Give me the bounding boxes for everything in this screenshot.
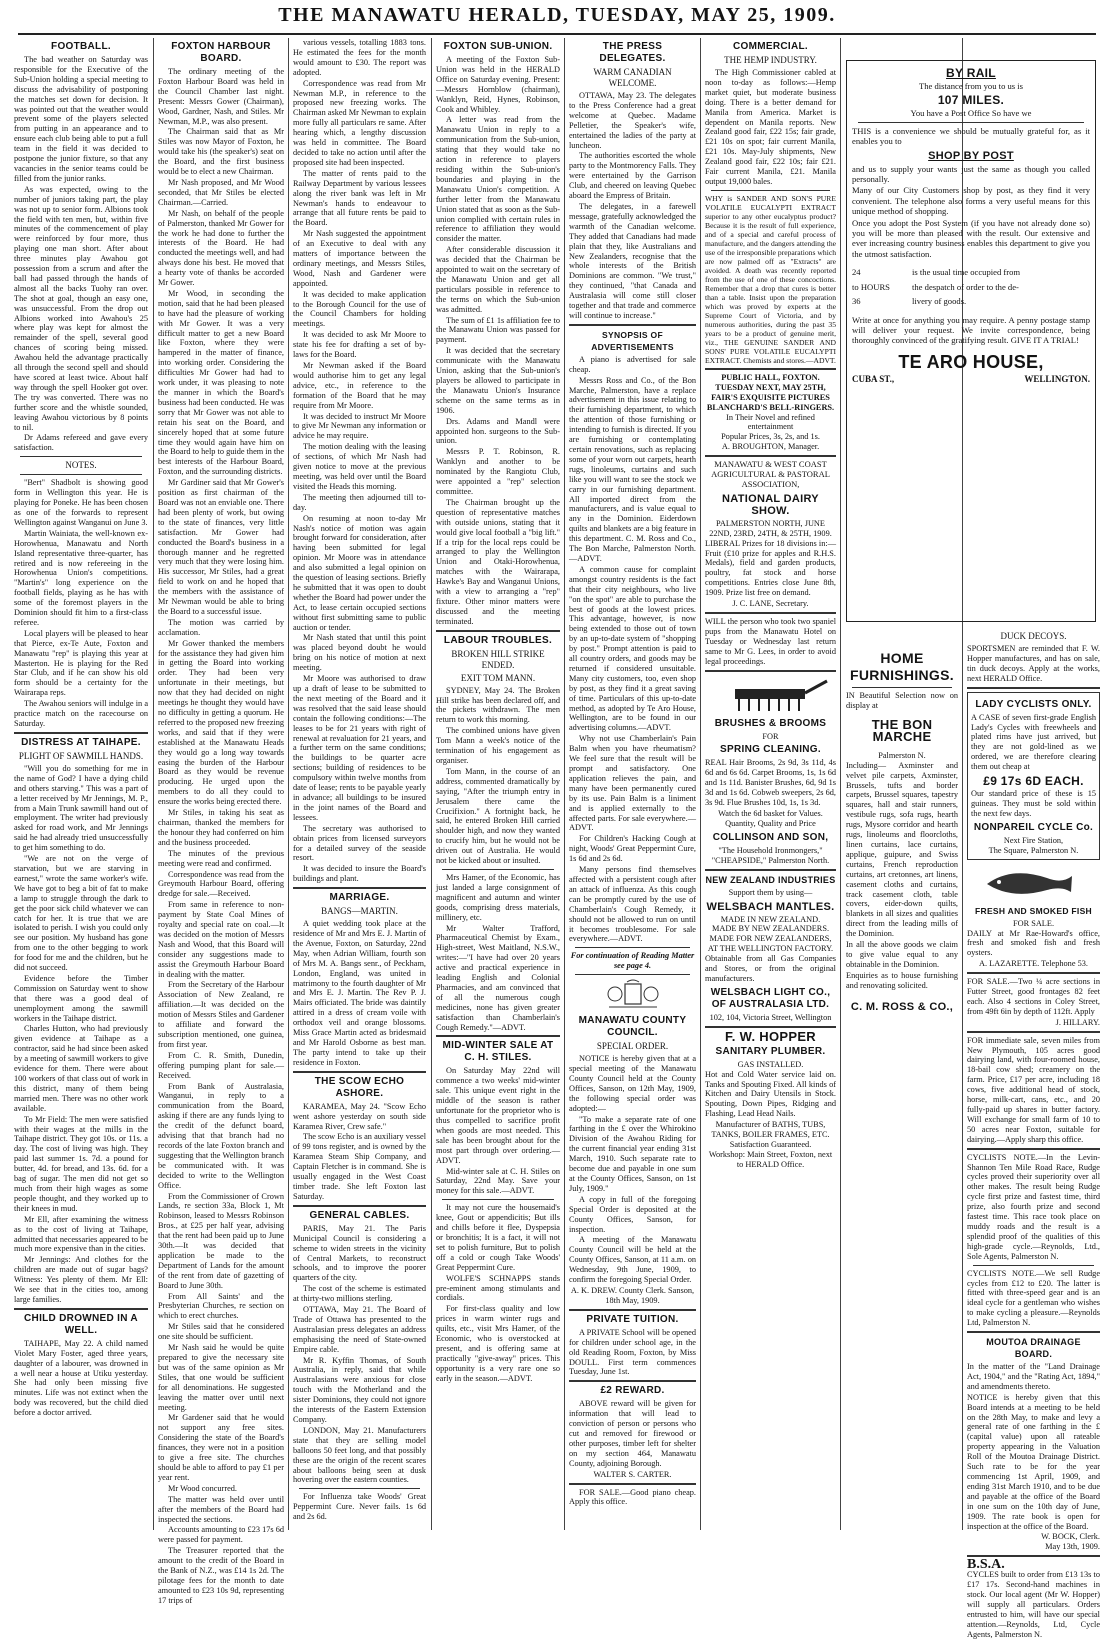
advert-text: REAL Hair Brooms, 2s 9d, 3s 11d, 4s 6d and 6s 6d. Carpet Brooms, 1s, 1s 6d and 1s 11d. Banister Brushes, 6d, 9d 1s 3d and 1s 6d. Cobweb sweepers, 2s 6d, 3s 9d. Flue Brushes 10d, 1s, 1s 3d. (705, 758, 836, 808)
article-paragraph: Mr Stiles, in taking his seat as chairman, thanked the members for the honour they had conferred on him and the business proceeded. (158, 808, 284, 847)
advert-text: "The Household Ironmongers," "CHEAPSIDE," Palmerston North. (711, 845, 830, 865)
advert-text: Watch the 6d basket for Values. (718, 808, 823, 818)
column-8 (967, 630, 1100, 1639)
article-paragraph: The minutes of the previous meeting were read and confirmed. (158, 848, 284, 868)
section-rule (711, 190, 830, 191)
section-rule (575, 947, 690, 948)
section-rule (14, 1308, 148, 1310)
advert-text: Obtainable from all Gas Companies and Stores, or from the original manufacturers. (705, 954, 836, 983)
address-city: WELLINGTON. (1024, 373, 1090, 384)
article-paragraph: A quiet wedding took place at the residence of Mr and Mrs E. J. Martin of the Avenue, Foxton, on Saturday, 22nd May, when Adrian William, fourth son of Mrs M. A. Bangs senr., of Peckham, London, England, was united in matrimony to the fourth daughter of Mr and Mrs E. J. Martin. The Rev P. J. Mairs officiated. The bride was daintily attired in a dress of cream voile with orthodox veil and orange blossoms. Miss Grace Martin acted as bridesmaid and Mr Harold Osborne as best man. The party intend to take up their residence in Foxton. (293, 919, 426, 1067)
article-paragraph: A meeting of the Foxton Sub-Union was held in the HERALD Office on Saturday evening. Present:—Messrs Hornblow (chairman), Wanklyn, Reid, Hynes, Robinson, Cook and Whibley. (436, 55, 560, 114)
article-paragraph: To Mr Field: The men were satisfied with their wages at the mills in the Taihape district. They got 10s. or 11s. a day. The cost of living was high. They paid last summer 1s. 7d. a pound for butter, 4d. for bread, and 13s. 6d. for a bag of sugar. The men did not get so much from their high wages as some people thought, and they worked up to their knees in mud. (14, 1114, 148, 1213)
column-rule (288, 38, 289, 1530)
article-paragraph: Mr Ell, after examining the witness as to the cost of living at Taihape, admitted that necessaries appeared to be much more expensive than in the cities. (14, 1214, 148, 1254)
headline-harbour-board: FOXTON HARBOUR BOARD. (171, 41, 271, 64)
advert-text: Palmerston N. (878, 750, 926, 760)
headline-nonpareil: NONPAREIL CYCLE Co. (973, 821, 1094, 833)
subheading-broken-hill: BROKEN HILL STRIKE ENDED. (451, 648, 545, 670)
advert-text: FOR SALE. (1012, 918, 1055, 928)
section-rule (705, 368, 836, 370)
advert-text: For Children's Hacking Cough at night, Woods' Great Peppermint Cure, 1s 6d and 2s 6d. (569, 834, 696, 864)
section-rule (575, 974, 690, 975)
section-rule (442, 869, 554, 870)
section-rule (293, 887, 426, 889)
article-paragraph: The ordinary meeting of the Foxton Harbour Board was held in the Council Chamber last night. Present: Messrs Gower (Chairman), Wood, Gardner, Nash, and Stiles. Mr Newman, M.P., was also present. (158, 67, 284, 126)
section-rule (967, 972, 1100, 974)
headline-stiles-sale: MID-WINTER SALE AT C. H. STILES. (442, 1040, 554, 1064)
article-paragraph: From the Commissioner of Crown Lands, re section 33a, Block 1, Mt Robinson, leased to Messrs Robinson Bros., at £25 per half year, advising that the rent had been paid up to June 30th.—It was decided that application be made to the Department of Lands for the amount of the rent from date of gazetting of Board to June 30th. (158, 1191, 284, 1290)
section-rule (20, 456, 142, 457)
article-paragraph: Mr Jennings: And clothes for the children are made out of sugar bags? Witness: Yes plenty of them. Mr Ell: We see that in the cities too, among large families. (14, 1255, 148, 1304)
advert-text: WILL the person who took two spaniel pups from the Manawatu Hotel on Tuesday or Wednesday last return same to Mr G. Lees, in order to avoid legal proceedings. (705, 617, 836, 666)
article-paragraph: The sum of £1 1s affiliation fee to the Manawatu Union was passed for payment. (436, 315, 560, 345)
advert-text: Workshop: Main Street, Foxton, next to HERALD Office. (708, 1149, 833, 1169)
column-rule (700, 38, 701, 1530)
advert-text: Including— Axminster and velvet pile carpets, Axminster, Brussels, tufts and border carpets, Brussel squares, tapestry squares, hall and stair runners, vestibule rugs, sofa rugs, hearth rugs, Mysore corridor and hearth rugs, linoleums and floorcloths, linen curtains, lace curtains, applique, guipure, and Swiss curtains, French reproduction curtains, art cretonnes, art linens, casement cloths and curtains, track casement cloth, table covers, eider-down quilts, blankets in all sizes and qualities direct from the leading mills of the Dominion. (846, 760, 958, 939)
headline-labour-troubles: LABOUR TROUBLES. (443, 634, 553, 646)
delivery-cell: is the usual time occupied from (912, 267, 1021, 278)
advert-text: IN Beautiful Selection now on display at (846, 691, 958, 710)
section-rule (569, 1380, 696, 1382)
headline-lady-cyclists: LADY CYCLISTS ONLY. (975, 698, 1092, 710)
article-paragraph: Mr R. Kyffin Thomas, of South Australia, in reply, said that while Australasians were anxious for close touch with the Motherland and the sister Dominions, they could not ignore the interests of the Eastern Extension Company. (293, 1355, 426, 1424)
article-paragraph: The bad weather on Saturday was responsible for the Executive of the Sub-Union holding a special meeting to discuss the advisability of postponing the matches set down for decision. It was pointed out that the weather would prevent some of the players selected from putting in an appearance and to ensure each club being able to put a full team in the field it was decided to postpone the junior fixture, so that any vacancies in the senior teams could be filled from the junior ranks. (14, 55, 148, 183)
advert-text: CYCLES built to order from £13 13s to £17 17s. Second-hand machines in stock. Our local agent (Mr W. Hopper) will supply all particulars. Orders entrusted to him, will have our special attention.—Reynolds, Ltd, Cycle Agents, Palmerston N. (967, 1570, 1100, 1639)
subheading-hemp: THE HEMP INDUSTRY. (724, 55, 817, 65)
column-1 (14, 38, 148, 1528)
article-paragraph: A letter was read from the Manawatu Union in reply to a communication from the Sub-union, stating that they would take no action in reference to players residing within the Sub-union's boundaries and playing in the Manawatu Union's competition. A further letter from the Manawatu Union stated that as soon as the Sub-union complied with certain rules in reference to affiliation they would consider the matter. (436, 115, 560, 244)
article-paragraph: Mr Newman asked if the Board would authorise him to get any legal advice, etc., in reference to the formation of the Board that he may require from Mr Moore. (293, 361, 426, 410)
article-paragraph: It was decided to ask Mr Moore to state his fee for drafting a set of by-laws for the Board. (293, 330, 426, 360)
article-paragraph: It was decided to insure the Board's buildings and plant. (293, 864, 426, 884)
subheading-bangs-martin: BANGS—MARTIN. (321, 906, 398, 917)
advert-text: The distance from you to us is (918, 81, 1024, 91)
newspaper-title: THE MANAWATU HERALD, TUESDAY, MAY 25, 1909. (278, 4, 836, 26)
article-paragraph: Charles Hutton, who had previously given evidence at Taihape as a contractor, said he had since been asked by a meeting of sawmill workers to give evidence for them. There were about 100 workers of that class out of work in this district, many of them being married men. There was no other work available. (14, 1024, 148, 1113)
delivery-cell: 36 (852, 296, 861, 307)
advert-signature: J. HILLARY. (1055, 1017, 1100, 1027)
advert-text: Messrs Ross and Co., of the Bon Marche, Palmerston, have a replace advertisement in this issue relating to their furnishing department, to which the attention of those furnishing or intending to furnish is directed. If you are furnishing or contemplating certain renovations, such as replacing some of your worn out carpets, hearth rugs, linoleums, curtains and such like you will want to see the stock we carry in our furnishing department. All imported direct from the manufacturers, and is value equal to any in the Dominion. Eiderdown quilts and blankets are a big feature in this department. C. M. Ross and Co., The Bon Marche, Palmerston North.—ADVT. (569, 375, 696, 563)
section-rule (858, 122, 1084, 123)
advert-signature: A. LAZARETTE. Telephone 53. (979, 959, 1088, 969)
article-paragraph: On resuming at noon to-day Mr Nash's notice of motion was again brought forward for consideration, after having been submitted for legal opinion. Mr Moore was in attendance and also submitted a legal opinion on the question of leasing sections. Briefly he submitted that it was open to doubt whether the Board had power under the Act, to lease certain occupied sections without first submitting same to public auction or tender. (293, 513, 426, 632)
delivery-cell: to HOURS (852, 281, 890, 292)
article-paragraph: The meeting then adjourned till to-day. (293, 492, 426, 512)
article-paragraph: "We are not on the verge of starvation, but we are starving in earnest," wrote the same worker's wife. We have got to beg a bit of fat to make a lamp to struggle through the dark to get the poor sick child whatever we can catch for her. It is true that we are isolated to perish. I wish you could only see our position. My husband has gone from one to the other begging to work for food for me and the children, but he did not succeed. (14, 854, 148, 973)
masthead-rule (18, 33, 1096, 35)
article-paragraph: Mr Nash proposed, and Mr Wood seconded, that Mr Stiles be elected Chairman.—Carried. (158, 177, 284, 207)
subheading-tom-mann: EXIT TOM MANN. (460, 672, 536, 683)
advert-text: A PRIVATE School will be opened for children under school age, in the old Reading Room, Foxton, by Miss DOULL. First term commences Tuesday, June 1st. (569, 1327, 696, 1377)
advert-signature: A. BROUGHTON, Manager. (721, 442, 820, 452)
article-paragraph: various vessels, totalling 1883 tons. He estimated the fees for the month would amount to £30. The report was adopted. (293, 38, 426, 77)
article-paragraph: Dr Adams refereed and gave every satisfaction. (14, 433, 148, 453)
advert-text: and us to supply your wants just the same as though you called personally. (852, 163, 1090, 185)
article-paragraph: The High Commissioner cabled at noon to-day as follows:—Hemp market quiet, but moderate business doing. There is a better demand for Manila from America. Market is dependent on Manila reports. New Zealand good fair, £22 15s; fair grade, £21 10s on spot; fair current Manila, £21 10s. May-July shipments, New Zealand good fair, £22 10s; fair £21. Fair current Manila, £21. Manila output 19,000 bales. (705, 68, 836, 186)
subheading-duck-decoys: DUCK DECOYS. (1000, 631, 1067, 641)
masthead (0, 0, 1114, 36)
headline-sanitary-plumber: SANITARY PLUMBER. (715, 1045, 826, 1057)
notice-paragraph: A meeting of the Manawatu County Council will be held at the County Offices, Sanson, at 11 a.m. on Wednesday, 9th June, 1909, to confirm the foregoing Special Order. (569, 1235, 696, 1285)
article-paragraph: The Chairman said that as Mr Stiles was now Mayor of Foxton, he would take his (the speaker's) seat on the Board, and the first business would be to elect a new Chairman. (158, 127, 284, 177)
advert-heading: TUESDAY NEXT, MAY 25TH, (715, 382, 826, 392)
article-paragraph: Mr Nash said he would be quite prepared to give the necessary site but was of the same opinion as Mr Stiles, that one would be sufficient for all denominations. He suggested leaving the matter over until next meeting. (158, 1343, 284, 1412)
article-paragraph: The motion dealing with the leasing of sections, of which Mr Nash had given notice to move at the previous meeting, was held over until the Board visited the Heads this morning. (293, 442, 426, 491)
advert-text: MADE BY NEW ZEALANDERS. (711, 924, 830, 934)
article-paragraph: It was decided that the secretary communicate with the Manawatu Union, asking that the Sub-union's players be allowed to participate in the Manawatu Union's Insurance scheme on the same terms as in 1906. (436, 346, 560, 415)
article-paragraph: The matter of rents paid to the Railway Department by various lessees along the river bank was left in Mr Newman's hands to endeavour to arrange that all future rents be paid to the Board. (293, 168, 426, 228)
advert-text: For Influenza take Woods' Great Peppermint Cure. Never fails. 1s 6d and 2s 6d. (293, 1492, 426, 1522)
section-rule (442, 1199, 554, 1200)
address-street: CUBA ST., (852, 373, 895, 384)
section-rule (20, 474, 142, 475)
article-paragraph: Mr Nash suggested the appointment of an Executive to deal with any matters of importance between the ordinary meetings, and Messrs Stiles, Wood, Nash and Gardener were appointed. (293, 229, 426, 288)
article-paragraph: From same in reference to non-payment by State Coal Mines of royalty and special rate on coal.—It was decided on the motion of Messrs Nash and Wood, that this Board will consider any suggestions made to assist the Greymouth Harbour Board in dealing with the matter. (158, 900, 284, 979)
continuation-note: For continuation of Reading Matter see page 4. (570, 951, 695, 971)
advert-text: MADE FOR NEW ZEALANDERS, (709, 934, 832, 944)
advert-text: Write at once for anything you may require. A penny postage stamp will deliver your request. We invite correspondence, being thoroughly convinced of the gratifying result. GIVE IT A TRIAL! (852, 314, 1090, 346)
article-paragraph: SYDNEY, May 24. The Broken Hill strike has been declared off, and the pickets withdrawn. The men return to work this morning. (436, 685, 560, 725)
headline-press-delegates: THE PRESS DELEGATES. (599, 41, 666, 64)
advert-text: In all the above goods we claim to give value equal to any obtainable in the Dominion. (846, 940, 958, 969)
advert-text: ABOVE reward will be given for information that will lead to conviction of person or persons who cut and removed for firewood or other purposes, timber left for shelter on my section 464, Manawatu County, adjoining Borough. (569, 1399, 696, 1468)
article-paragraph: After considerable discussion it was decided that the Chairman be appointed to wait on the secretary of the Manawatu Union and get all particulars possible in reference to the terms on which the Sub-union was admitted. (436, 245, 560, 314)
article-paragraph: Mr Stiles said that he considered one site should be sufficient. (158, 1322, 284, 1342)
advert-text: FOR immediate sale, seven miles from New Plymouth, 105 acres good dairying land, with four-roomed house, 18-bail cow shed; creamery on the farm. Price, £17 per acre, including 18 cows, five additional head of stock, horse, milk-cart, cans, etc., and 20 fully-paid up shares in butter factory. Will exchange for small farm of 10 to 50 acres near Foxton, suitable for dairying.—Apply sharp this office. (967, 1035, 1100, 1144)
article-paragraph: Drs. Adams and Mandl were appointed hon. surgeons to the Sub-union. (436, 416, 560, 446)
headline-spring-cleaning: SPRING CLEANING. (720, 744, 821, 756)
advert-text: Satisfaction Guaranteed. (729, 1140, 812, 1149)
notice-paragraph: NOTICE is hereby given that at a special meeting of the Manawatu County Council held at the County Offices, Sanson, on 12th May, 1909, the following special order was adopted:— (569, 1054, 696, 1113)
te-aro-address (852, 374, 1090, 384)
headline-dairy-show: NATIONAL DAIRY SHOW. (722, 492, 819, 517)
headline-hopper: F. W. HOPPER (724, 1028, 816, 1044)
advert-text: Mrs Hamer, of the Economic, has just landed a large consignment of magnificent and autumn and winter goods, comprising dress materials, millinery, etc. (436, 872, 560, 922)
section-rule (967, 1031, 1100, 1033)
advert-text: Mr Walter Trafford, Pharmaceutical Chemist by Exam., High-street, West Maitland, N.S.W., writes:—"I have had over 20 years active and practical experience in leading English and Colonial Pharmacies, and am convinced that of all the numerous cough medicines, none has given greater satisfaction than Chamberlain's Cough Remedy."—ADVT. (436, 923, 560, 1032)
section-rule (299, 1488, 420, 1489)
headline-bon-marche: THE BON MARCHE (871, 716, 933, 744)
article-paragraph: Mr Gardener said that he would not support any free sites. Considering the state of the Board's finances, they were not in a position to give a free site. The churches should be able to afford to pay £1 per year rent. (158, 1413, 284, 1482)
advert-text: AT THE WELLINGTON FACTORY. (707, 944, 834, 954)
notice-paragraph: In the matter of the "Land Drainage Act, 1904," and the "Rating Act, 1894," and amendments thereto. (967, 1362, 1100, 1391)
advert-text: LIBERAL Prizes for 18 divisions in:—Fruit (£10 prize for apples and R.H.S. Medals), field and garden products, poultry, fat stock and horse competitions. Entries close June 8th, 1909. Prize list free on demand. (705, 538, 836, 598)
article-paragraph: The matter was held over until after the members of the Board had inspected the sections. (158, 1494, 284, 1524)
section-rule (569, 1309, 696, 1311)
section-rule (705, 1026, 836, 1028)
article-paragraph: Mr Gower thanked the members for the assistance they had given him in getting the Board into working order. They had been very unfortunate in their meetings, but now that they had decided on night meetings he thought they would have no difficulty in getting a quorum. He referred to the proposed new freezing works, and said that if they were established at the Manawatu Heads they would go a long way towards easing the burden of the Harbour Board as they would be revenue producing. He urged upon the members to do all they could to ensure the works being erected there. (158, 638, 284, 807)
advert-text: A piano is advertised for sale cheap. (569, 354, 696, 374)
advert-text: On Saturday May 22nd will commence a two weeks' mid-winter sale. This unique event right in the middle of the season is rather unfortunate for the proprietor who is thus compelled to sacrifice profit when goods are most needed. This sale has been brought about for the most part through over ordering.—ADVT. (436, 1066, 560, 1165)
column-4 (436, 38, 560, 1528)
article-paragraph: Mr Nash, on behalf of the people of Palmerston, thanked Mr Gower for the work he had done to further the interests of the Board. He had conducted the meetings well, and had always done his best. He moved that a hearty vote of thanks be accorded Mr Gower. (158, 208, 284, 288)
section-rule (14, 732, 148, 734)
section-rule (705, 455, 836, 457)
advert-text: Enquiries as to house furnishing and renovating solicited. (846, 970, 958, 990)
article-paragraph: Mr Wood, in seconding the motion, said that he had been pleased to have had the pleasure of working with Mr Gower. It was a very difficult matter to get a new Board like Foxton, where they were hampered in the matter of finance, into working order. Considering the difficulties Mr Gower had had to work under, it was pleasing to note the manner in which the Board's business had been conducted. He was sorry that Mr Gower was not able to retain his seat on the Board, and sincerely hoped that at some future time they would again have him on the Board to help to guide them in the best interests of the Harbour Board, Foxton, and the surrounding districts. (158, 288, 284, 477)
notice-paragraph: A copy in full of the foregoing Special Order is deposited at the County Offices, Sanson, for inspection. (569, 1194, 696, 1234)
advert-text: A CASE of seven first-grade English Lady's Cycles with freewheels and plated rims have just arrived, but they are not gold-lined as we ordered, we are therefore clearing them out cheap at (971, 712, 1096, 772)
article-paragraph: From Bank of Australasia, Wanganui, in reply to a communication from the Board, asking if there are any funds lying to the credit of the defunct board, advising that that branch had no records of the late Foxton branch and suggesting that the Wellington branch be communicated with. It was decided to write to the Wellington Office. (158, 1081, 284, 1190)
advert-signature: WALTER S. CARTER. (593, 1469, 672, 1479)
subheading-canadian-welcome: WARM CANADIAN WELCOME. (593, 67, 672, 88)
article-paragraph: The authorities escorted the whole party to the Montmorency Falls. They were entertained by the Garrison Club, and cheered on leaving Quebec aboard the Empress of Britain. (569, 151, 696, 201)
advert-text: Next Fire Station, (1003, 835, 1064, 845)
lady-cyclists-advert (967, 692, 1100, 860)
section-rule (569, 324, 696, 326)
headline-scow-echo: THE SCOW ECHO ASHORE. (314, 1075, 405, 1099)
article-paragraph: PARIS, May 21. The Paris Municipal Council is considering a scheme to widen streets in the vicinity of Central Markets, to reconstruct schools, and to improve the poorer quarters of the city. (293, 1223, 426, 1283)
notice-paragraph: "To make a separate rate of one farthing in the £ over the Whirokino Division of the Awahou Riding for the current financial year ending 31st March, 1910. Such separate rate to become due and payable in one sum at the County Offices, Sanson, on 1st July, 1909." (569, 1114, 696, 1193)
advert-text: CYCLISTS NOTE.—In the Levin-Shannon Ten Mile Road Race, Rudge cycles proved their superiority over all other makes. The result being Rudge cycle first prize and fastest time, third prize, also fourth prize and second fastest time. This race took place on muddy roads and the result is a splendid proof of the qualities of this high-grade cycle.—Reynolds, Ltd., Sole Agents, Palmerston N. (967, 1152, 1100, 1261)
te-aro-advert-content (852, 64, 1090, 614)
section-rule (705, 670, 836, 672)
section-rule (705, 869, 836, 871)
article-paragraph: Messrs P. T. Robinson, R. Wanklyn and another to be nominated by the Rangiotu Club, were appointed a "rep" selection committee. (436, 447, 560, 496)
advert-text: CYCLISTS NOTE.—We sell Rudge cycles from £12 to £20. The latter is fitted with three-speed gear and is an ideal cycle for a gentleman who wishes to make cycling a pleasure.—Reynolds Ltd, Palmerston N. (967, 1268, 1100, 1328)
advert-heading: FAIR'S EXQUISITE PICTURES BLANCHARD'S BELL-RINGERS. (706, 392, 835, 412)
advert-text: A common cause for complaint amongst country residents is the fact that their city neighbours, who live "on the spot" are able to purchase the best of goods at the lowest prices. This advantage, however, is now being extended to those out of town by an up-to-date system of "shopping by post." Prompt attention is paid to all country orders, and goods may be returned if considered unsuitable. Many city customers, too, even shop by post, as they find it a great saving of time. Particulars of this up-to-date method, as adopted by Te Aro House, Wellington, are to be found in our advertising columns.—ADVT. (569, 564, 696, 733)
headline-te-aro-house: TE ARO HOUSE, (898, 351, 1044, 372)
notice-date: May 13th, 1909. (1045, 1542, 1100, 1552)
advert-text: 102, 104, Victoria Street, Wellington (709, 1012, 832, 1022)
article-paragraph: Mr Gardiner said that Mr Gower's position as first chairman of the Board was not an enviable one. There had been plenty of work, but owing to the state of finances, very little satisfaction. Mr Gower had conducted the Board's business in a thorough manner and he regretted very much that they were losing him. His successor, Mr Stiles, had a great field to work on and he hoped that the members with the assistance of Mr Newman would be able to bring the Board to a successful issue. (158, 478, 284, 616)
advert-text: The Square, Palmerston N. (988, 845, 1079, 855)
headline-reward: £2 REWARD. (600, 1385, 665, 1397)
advert-text: WHY is SANDER AND SON'S PURE VOLATILE EUCALYPTI EXTRACT superior to any other eucalyptus product? Because it is the result of full experience, and of a special and careful process of manufacture, and the dangers attending the use of the irresponsible preparations which are now palmed off as "Extracts" are avoided. A death was recently reported from the use of one of these concoctions. Remember that a drop that cures is better than a table. Insist upon the preparation which was proved by experts at the Supreme Court of Victoria, and by numerous authorities, during the past 35 years to be a product of genuine merit, viz., THE GENUINE SANDER AND SONS' PURE VOLATILE EUCALYPTI EXTRACT. Chemists and stores.—ADVT. (705, 193, 836, 365)
advert-text: SPORTSMEN are reminded that F. W. Hopper manufactures, and has on sale, tin duck decoys. Apply at the works, next HERALD Office. (967, 644, 1100, 683)
advert-text: Hot and Cold Water service laid on. Tanks and Spouting Fixed. All kinds of Kitchen and Dairy Utensils in Stock. Spouting, Down Pipes, Ridging and Flashing, Lead Head Nails. (705, 1069, 836, 1119)
headline-miles: 107 MILES. (937, 93, 1005, 108)
advert-text: GAS INSTALLED. (737, 1059, 804, 1069)
column-rule (840, 38, 841, 1530)
notice-paragraph: NOTICE is hereby given that this Board intends at a meeting to be held on the 28th May, to make and levy a general rate of one farthing in the £ (capital value) upon all rateable property appearing in the Valuation Roll of the Moutoa Drainage District. Such rate to be for the year commencing 1st April, 1909, and ending 31st March 1910, and to be due and payable at the office of the Board in one sum on the 10th day of June, 1909. The rate book is open for inspection at the office of the Board. (967, 1392, 1100, 1531)
article-paragraph: Mr Wood concurred. (168, 1483, 237, 1493)
article-paragraph: TAIHAPE, May 22. A child named Violet Mary Foster, aged three years, daughter of a labourer, was drowned in a well near a house at Utiku yesterday. She had only been missing five minutes. Life was not extinct when the body was recovered, but the child died before a doctor arrived. (14, 1338, 148, 1418)
advert-price: £9 17s 6D EACH. (983, 774, 1084, 789)
headline-welsbach-co: WELSBACH LIGHT CO., OF AUSTRALASIA LTD. (710, 986, 831, 1010)
coat-of-arms-emblem (569, 978, 696, 1012)
article-paragraph: From C. R. Smith, Dunedin, offering pumping plant for sale.—Received. (158, 1050, 284, 1080)
section-rule (436, 1035, 560, 1037)
section-rule (852, 687, 952, 688)
fish-illustration (967, 862, 1100, 902)
advert-text: It may not cure the housemaid's knee, Gout or appendicitis; But ills and chills before it flee, Dyspepsia or bronchitis; It is a fact, it will not set to polish furniture, But to polish off a cold or cough Take Woods' Great Peppermint Cure. (436, 1203, 560, 1272)
advert-heading: PUBLIC HALL, FOXTON. (721, 372, 820, 382)
headline-by-rail: BY RAIL (946, 66, 996, 80)
section-rule (967, 687, 1100, 689)
column-3 (293, 38, 426, 1528)
article-paragraph: "Bert" Shadbolt is showing good form in Wellington this year. He is playing for Poneke. He has been chosen as one of the forwards to represent Wellington against Wanganui on June 3. (14, 478, 148, 527)
article-paragraph: Tom Mann, in the course of an address, commented dramatically by saying, "After the triumph entry in Jerusalem there came the Crucifixion." A fortnight back, he said, he entered Broken Hill carried shoulder high, and now they wanted to crucify him, but he would not be driven out of Australia. He would not be kicked about or insulted. (436, 766, 560, 866)
advert-text: FOR SALE.—Good piano cheap. Apply this office. (569, 1487, 696, 1507)
article-paragraph: The motion was carried by acclamation. (158, 617, 284, 637)
column-rule (564, 38, 565, 1530)
delivery-cell: 24 (852, 267, 861, 278)
column-2 (158, 38, 284, 1605)
advert-text: THIS is a convenience we should be mutually grateful for, as it enables you to (852, 125, 1090, 147)
delivery-times-table (852, 267, 1090, 306)
subheading-plight: PLIGHT OF SAWMILL HANDS. (18, 750, 144, 761)
advert-text: PALMERSTON NORTH, JUNE 22ND, 23RD, 24TH, & 25TH, 1909. (709, 518, 832, 538)
advert-text: Popular Prices, 3s, 2s, and 1s. (721, 432, 820, 442)
headline-commercial: COMMERCIAL. (733, 41, 808, 52)
headline-child-drowned: CHILD DROWNED IN A WELL. (24, 1312, 138, 1336)
article-paragraph: It was decided to make application to the Borough Council for the use of the Council Chambers for holding meetings. (293, 289, 426, 329)
section-rule (967, 1148, 1100, 1150)
section-rule (973, 1265, 1094, 1266)
article-paragraph: From All Saints' and the Presbyterian Churches, re section on which to erect churches. (158, 1291, 284, 1321)
column-rule (153, 38, 154, 1530)
column-6 (705, 38, 836, 1528)
section-rule (705, 612, 836, 614)
advert-text: For first-class quality and low prices in warm winter rugs and quilts, etc., visit Mrs Hamer, of the Economic, who is overstocked at present, and is offering same at practically "give-away" prices. This opportunity is a very rare one so early in the season.—ADVT. (436, 1304, 560, 1383)
subheading-notes: NOTES. (65, 460, 97, 471)
article-paragraph: Evidence before the Timber Commission on Saturday went to show that there was a good deal of unemployment among the sawmill workers in the Taihape district. (14, 973, 148, 1023)
headline-county-council: MANAWATU COUNTY COUNCIL. (578, 1015, 687, 1039)
headline-ross-co: C. M. ROSS & CO., (850, 1000, 954, 1013)
headline-private-tuition: PRIVATE TUITION. (586, 1313, 679, 1325)
article-paragraph: Correspondence was read from the Greymouth Harbour Board, offering dredge for sale.—Received. (158, 869, 284, 899)
advert-text: FOR (762, 731, 779, 741)
headline-collinson: COLLINSON AND SON, (712, 831, 829, 843)
advert-heading: MANAWATU & WEST COAST AGRICULTURAL & PASTORAL ASSOCIATION, (711, 459, 830, 489)
article-paragraph: LONDON, May 21. Manufacturers state that they are selling model balloons 50 feet long, and that possibly these are the origin of the recent scares about balloons being seen at dusk hovering over the eastern counties. (293, 1425, 426, 1485)
section-rule (569, 1483, 696, 1485)
advert-text: Mid-winter sale at C. H. Stiles on Saturday, 22nd May. Save your money for this sale.—ADVT. (436, 1166, 560, 1196)
article-paragraph: The scow Echo is an auxiliary vessel of 99 tons register, and is owned by the Karamea Steam Ship Company, and Captain Fletcher is in command. She is usually engaged in the West Coast timber trade. She left Foxton last Saturday. (293, 1132, 426, 1201)
article-paragraph: Mr Nash stated that until this point was placed beyond doubt he would bring on his notice of motion at next meeting. (293, 633, 426, 673)
headline-fish: FRESH AND SMOKED FISH (975, 905, 1092, 916)
column-7 (846, 630, 958, 1530)
headline-nz-industries: NEW ZEALAND INDUSTRIES (705, 874, 836, 885)
subheading-special-order: SPECIAL ORDER. (596, 1041, 669, 1052)
headline-marriage: MARRIAGE. (329, 892, 390, 904)
article-paragraph: The Awahou seniors will indulge in a practice match on the racecourse on Saturday. (14, 699, 148, 728)
article-paragraph: The Chairman brought up the question of representative matches with outside unions, stating that it would give local football a "big lift." If a trip for the local reps could be arranged to play the Wellington Union and Otaki-Horowhenua, matches with the Wairarapa, Hawke's Bay and Wanganui Unions, with a view to arranging a "rep" fixture. Other minor matters were discussed and the meeting terminated. (436, 497, 560, 626)
headline-bsa: B.S.A. (967, 1557, 1005, 1573)
section-rule (967, 1331, 1100, 1333)
article-paragraph: The cost of the scheme is estimated at thirty-two millions sterling. (293, 1284, 426, 1304)
advert-text: You have a Post Office So have we (910, 108, 1032, 119)
article-paragraph: "Will you do something for me in the name of God? I have a dying child and others starving." This was a part of a letter received by Mr Jennings, M. P., from a Main Trunk sawmill hand out of employment. The writer had previously asked for road work, and Mr Jennings said he had already tried unsuccessfully to get him something to do. (14, 763, 148, 853)
advert-text: In Their Novel and refined entertainment (726, 412, 815, 432)
headline-synopsis: SYNOPSIS OF ADVERTISEMENTS (591, 329, 674, 352)
article-paragraph: Local players will be pleased to hear that Pierce, ex-Te Aute, Foxton and Manawatu "rep" is playing this year at Masterton. He is playing for the Red Star Club, and if he can show his old form should be a certainty for the Wairarapa reps. (14, 628, 148, 698)
article-paragraph: It was decided to instruct Mr Moore to give Mr Newman any information or advice he may require. (293, 411, 426, 441)
article-paragraph: OTTAWA, May 23. The delegates to the Press Conference had a great welcome at Quebec. Madame Pelletier, the Speaker's wife, entertained the ladies of the party at luncheon. (569, 91, 696, 150)
headline-general-cables: GENERAL CABLES. (309, 1209, 410, 1221)
advert-text: Once you adopt the Post System (if you have not already done so) you will be more than pleased with the result. Our extensive and ever increasing country business enables this department to give you the utmost satisfaction. (852, 217, 1090, 259)
section-rule (293, 1205, 426, 1207)
notice-signature: W. BOCK, Clerk. (1041, 1532, 1100, 1542)
article-paragraph: Mr Moore was authorised to draw up a draft of lease to be submitted to the next meeting of the Board and it was resolved that the said lease should contain the following conditions:—The leases to be for 21 years with right of renewal at revaluation for 21 years, and a further term on the same conditions; the buildings to be quarter acre sections; building of residences to be compulsory within twelve months from date of lease; rents to be payable yearly in advance; all buildings to be insured in the joint names of the Board and lessees. (293, 674, 426, 822)
headline-shop-by-post: SHOP BY POST (928, 149, 1014, 162)
article-paragraph: The secretary was authorised to obtain prices from licensed surveyors for a detailed survey of the seaside resort. (293, 823, 426, 863)
headline-football: FOOTBALL. (51, 41, 111, 52)
section-rule (436, 630, 560, 632)
advert-text: Support them by using— (728, 887, 813, 897)
advert-text: MADE IN NEW ZEALAND. (720, 914, 821, 924)
brush-illustration (705, 675, 836, 715)
delivery-cell: the despatch of order to the de- (912, 281, 1019, 292)
article-paragraph: The Treasurer reported that the amount to the credit of the Board in the Bank of N.Z., was £14 1s 2d. The pilotage fees for the month to date amounted to £23 10s 9d, representing 17 trips of (158, 1546, 284, 1605)
delivery-cell: livery of goods. (912, 296, 967, 307)
article-paragraph: Martin Wainiata, the well-known ex-Horowhenua, Manawatu and North Island representative three-quarter, has retired and is now refereeing in the Horowhenua Union's competitions. "Martin's" long experience on the football fields, playing as he has with some of the foremost players in the Dominion should fit him to a first-class referee. (14, 528, 148, 627)
article-paragraph: The delegates, in a farewell message, gratefully acknowledged the warmth of the Canadian welcome. They added that Canadians had made plain that they, like Australians and New Zealanders, recognise that the whole interests of the British Dominions are common. "We trust," they continued, "that Canada and Australasia will come still closer together and that trade and commerce will continue to increase." (569, 201, 696, 320)
advert-text: Manufacturer of BATHS, TUBS, TANKS, BOILER FRAMES, ETC. (711, 1120, 830, 1140)
advert-signature: J. C. LANE, Secretary. (732, 599, 809, 609)
article-paragraph: The combined unions have given Tom Mann a week's notice of the termination of his engagement as organiser. (436, 726, 560, 765)
article-paragraph: Correspondence was read from Mr Newman M.P., in reference to the proposed new freezing works. The Chairman asked Mr Newman to explain more fully all particulars re same. After hearing which, a lengthy discussion was held in committee. The Board decided to take no action until after the proposed site had been inspected. (293, 78, 426, 167)
column-5 (569, 38, 696, 1528)
headline-distress: DISTRESS AT TAIHAPE. (21, 736, 141, 748)
article-paragraph: Accounts amounting to £23 17s 6d were passed for payment. (158, 1525, 284, 1545)
headline-home-furnishings: HOME FURNISHINGS. (850, 650, 954, 683)
headline-sub-union: FOXTON SUB-UNION. (443, 41, 553, 52)
advert-text: Many persons find themselves affected with a persistent cough after an attack of influenza. As this cough can be promptly cured by the use of Chamberlain's Cough Remedy, it should not be allowed to run on until it becomes troublesome. For sale everywhere.—ADVT. (569, 865, 696, 944)
section-rule (293, 1071, 426, 1073)
advert-text: Why not use Chamberlain's Pain Balm when you have rheumatism? We feel sure that the result will be prompt and satisfactory. One application relieves the pain, and many have been permanently cured by its use. Pain Balm is a liniment and is applied externally to the affected parts. For sale everywhere.—ADVT. (569, 734, 696, 833)
headline-moutoa: MOUTOA DRAINAGE BOARD. (986, 1337, 1081, 1360)
advert-text: Quantity, Quality and Price (725, 818, 816, 828)
article-paragraph: KARAMEA, May 24. "Scow Echo went ashore yesterday on south side Karamea River, Crew safe." (293, 1101, 426, 1131)
advert-text: DAILY at Mr Rae-Howard's office, fresh and smoked fish and fresh oysters. (967, 928, 1100, 958)
advert-text: Our standard price of these is 15 guineas. They must be sold within the next few days. (971, 789, 1096, 818)
notice-signature: A. K. DREW. County Clerk. Sanson, 18th May, 1909. (570, 1285, 695, 1305)
advert-text: FOR SALE.—Two ¼ acre sections in Futter Street, good frontages 82 feet each. Also 4 sections in Coley Street, from 49ft 6in by depth of 112ft. Apply (967, 977, 1100, 1016)
advert-text: WOLFE'S SCHNAPPS stands pre-eminent among stimulants and cordials. (436, 1273, 560, 1303)
advert-text: Many of our City Customers shop by post, as they find it very convenient. The telephone also forms a very useful means for this unique method of shopping. (852, 185, 1090, 217)
article-paragraph: OTTAWA, May 21. The Board of Trade of Ottawa has presented to the Australasian press delegates an address emphasising the need of State-owned Empire cable. (293, 1305, 426, 1354)
headline-welsbach: WELSBACH MANTLES. (706, 900, 835, 913)
headline-brushes: BRUSHES & BROOMS (714, 717, 827, 729)
article-paragraph: From the Secretary of the Harbour Association of New Zealand, re affiliation.—It was decided on the motion of Messrs Stiles and Gardener to affiliate and forward the subscription mentioned, one guinea, from first year. (158, 980, 284, 1049)
article-paragraph: As was expected, owing to the number of juniors taking part, the play was not up to senior form. Albions took the field with ten men, but, within five minutes of the commencement of play were reinforced by four more, thus playing one man short. After about three minutes play Awahou got possession from a scrum and after the ball had passed through the hands of almost all the backs Tuohy ran over. The shot at goal, though an easy one, was unsuccessful. From the drop out Albions worked into Awahou's 25 where play was kept for almost the remainder of the spell, several good chances of scoring being missed. Awahou held the advantage practically all through the second spell and should have scored at least twice. About half way through the spell Hooker got over. The try was converted. There was no further score and the whistle sounded, leaving Awahou victorious by 8 points to nil. (14, 184, 148, 432)
column-rule (431, 38, 432, 1530)
